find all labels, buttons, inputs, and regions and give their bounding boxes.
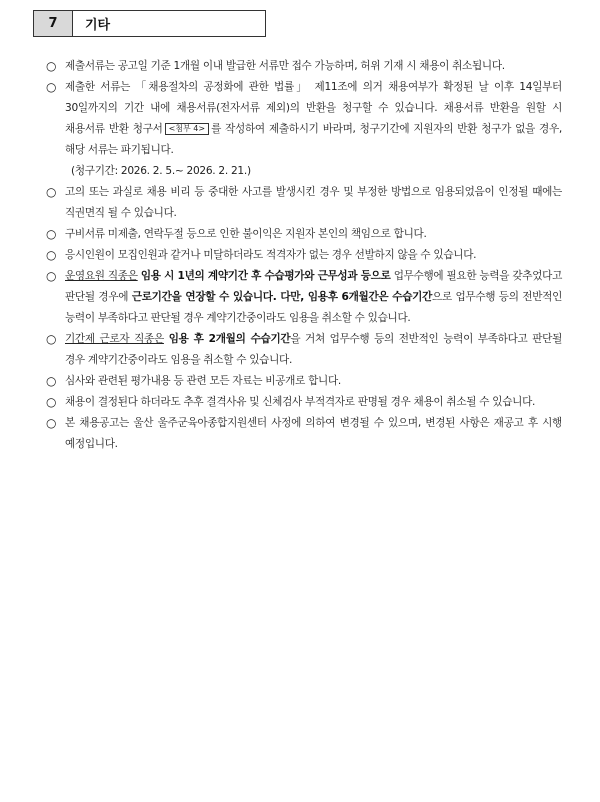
bullet-circle-icon: ○	[46, 59, 57, 73]
notice-subject: 기간제 근로자 직종은	[65, 333, 164, 345]
notice-item-confidential	[46, 371, 562, 392]
notice-text: 제출서류는 공고일 기준 1개월 이내 발급한 서류만 접수 가능하며, 허위 기재 시 채용이 취소됩니다.	[65, 60, 505, 72]
notice-emphasis: 임용 시 1년의 계약기간 후 수습평가와 근무성과 등으로	[140, 270, 391, 282]
notice-text	[65, 329, 562, 371]
notice-text-part: 제출한 서류는 「채용절차의 공정화에 관한 법률」 제11조에 의거 채용여부가 확정된 날 이후 14일부터 30일까지의 기간 내에 채용서류(전자서류 제외)의 반환을 청구할 수 있습니다. 채용서류 반환을 원할 시 채용서류 반환 청구서	[65, 81, 562, 135]
notice-text: 구비서류 미제출, 연락두절 등으로 인한 불이익은 지원자 본인의 책임으로 합니다.	[65, 228, 427, 240]
notice-item-announcement-change	[46, 413, 562, 455]
notice-item-document-return	[46, 77, 562, 182]
bullet-circle-icon: ○	[46, 416, 57, 430]
notice-text-part: 을 거쳐 업무수행 등의 전반적인 능력이 부족하다고 판단될 경우 계약기간중이라도 임용을 취소할 수 있습니다.	[65, 333, 562, 366]
bullet-circle-icon: ○	[46, 374, 57, 388]
bullet-circle-icon: ○	[46, 185, 57, 199]
bullet-circle-icon: ○	[46, 248, 57, 262]
notice-emphasis: 근로기간을 연장할 수 있습니다. 다만, 임용후 6개월간은 수습기간	[131, 291, 433, 303]
notice-item-responsibility	[46, 224, 562, 245]
notice-text-part: 를 작성하여 제출하시기 바라며, 청구기간에 지원자의 반환 청구가 없을 경우, 해당 서류는 파기됩니다.	[65, 123, 562, 156]
notice-item-operator-probation	[46, 266, 562, 329]
notice-text	[65, 266, 562, 329]
bullet-circle-icon: ○	[46, 80, 57, 94]
notice-text	[65, 77, 562, 182]
notice-text: 심사와 관련된 평가내용 등 관련 모든 자료는 비공개로 합니다.	[65, 375, 341, 387]
section-number: 7	[34, 11, 73, 36]
bullet-circle-icon: ○	[46, 227, 57, 241]
section-title: 기타	[85, 18, 111, 33]
notice-text-part: 업무수행에 필요한 능력을 갖추었다고 판단될 경우에	[65, 270, 563, 303]
notice-item-no-selection	[46, 245, 562, 266]
notice-item-disqualification	[46, 392, 562, 413]
section-header	[33, 10, 266, 37]
notice-list	[46, 56, 562, 455]
notice-text: 채용이 결정된다 하더라도 추후 결격사유 및 신체검사 부적격자로 판명될 경우 채용이 취소될 수 있습니다.	[65, 396, 536, 408]
bullet-circle-icon: ○	[46, 332, 57, 346]
notice-item-dismissal	[46, 182, 562, 224]
claim-period: (청구기간: 2026. 2. 5.~ 2026. 2. 21.)	[71, 165, 251, 177]
notice-text: 고의 또는 과실로 채용 비리 등 중대한 사고를 발생시킨 경우 및 부정한 방법으로 임용되었음이 인정될 때에는 직권면직 될 수 있습니다.	[65, 186, 562, 219]
notice-text: 본 채용공고는 울산 울주군육아종합지원센터 사정에 의하여 변경될 수 있으며, 변경된 사항은 재공고 후 시행 예정입니다.	[65, 417, 562, 450]
attachment-tag: <첨부 4>	[165, 123, 210, 135]
bullet-circle-icon: ○	[46, 269, 57, 283]
notice-text: 응시인원이 모집인원과 같거나 미달하더라도 적격자가 없는 경우 선발하지 않을 수 있습니다.	[65, 249, 477, 261]
notice-text-part: 으로 업무수행 등의 전반적인 능력이 부족하다고 판단될 경우 계약기간중이라도 임용을 취소할 수 있습니다.	[65, 291, 563, 324]
bullet-circle-icon: ○	[46, 395, 57, 409]
notice-item-temp-worker-probation	[46, 329, 562, 371]
notice-subject: 운영요원 직종은	[65, 270, 138, 282]
notice-item-document-validity	[46, 56, 562, 77]
notice-emphasis: 임용 후 2개월의 수습기간	[168, 333, 291, 345]
